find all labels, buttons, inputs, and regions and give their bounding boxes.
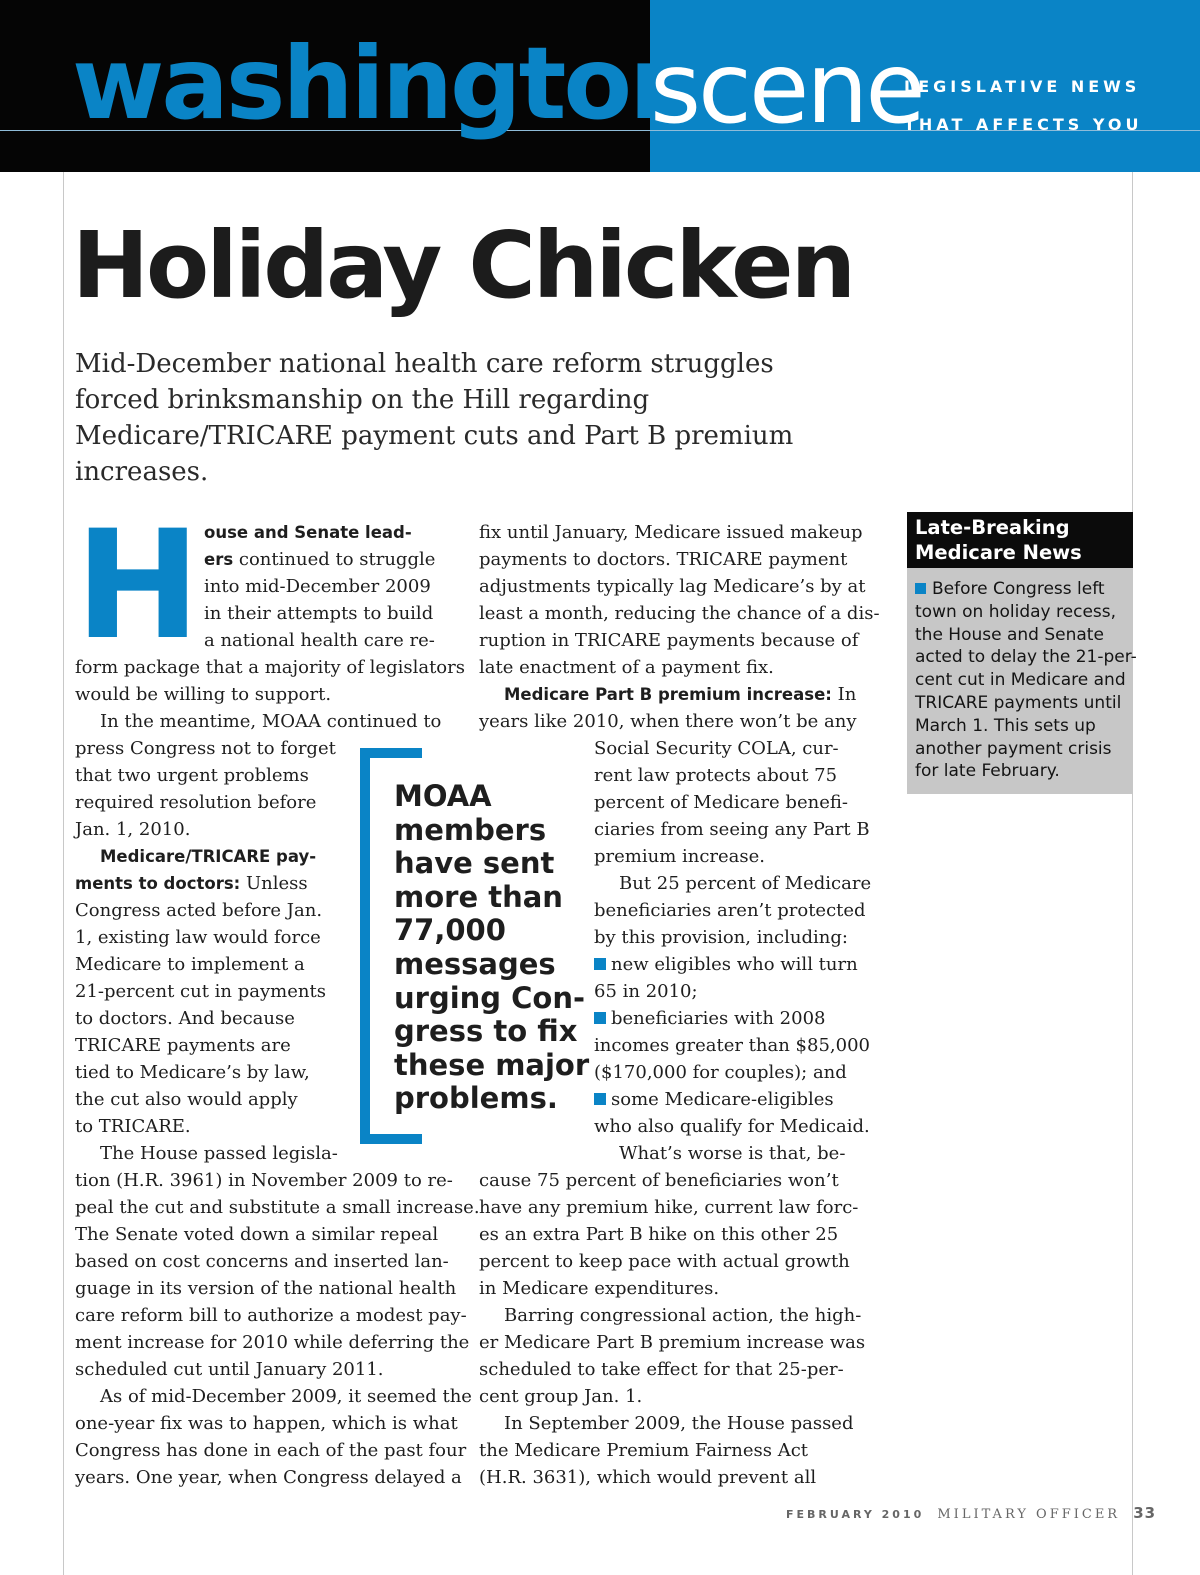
body-line: As of mid-December 2009, it seemed the — [100, 1386, 472, 1407]
lead-line: into mid-December 2009 — [204, 576, 431, 597]
body-text: Unless — [240, 873, 308, 894]
bullet-square-icon — [594, 958, 606, 970]
sidebar-line: town on holiday recess, — [915, 601, 1117, 622]
body-line: required resolution before — [75, 792, 317, 813]
body-line: years. One year, when Congress delayed a — [75, 1467, 462, 1488]
body-line: TRICARE payments are — [75, 1035, 291, 1056]
body-line: percent of Medicare benefi- — [594, 792, 848, 813]
body-line: years like 2010, when there won’t be any — [479, 711, 857, 732]
body-line: ciaries from seeing any Part B — [594, 819, 870, 840]
bullet-item: beneficiaries with 2008 — [594, 1005, 871, 1032]
body-line: by this provision, including: — [594, 927, 848, 948]
body-line: Congress has done in each of the past four — [75, 1440, 467, 1461]
column-1-narrow — [75, 735, 338, 1167]
body-line: least a month, reducing the chance of a dis- — [479, 603, 880, 624]
body-line: Barring congressional action, the high- — [504, 1305, 862, 1326]
pull-quote-line: problems. — [394, 1081, 558, 1116]
drop-cap-letter: H — [75, 499, 201, 673]
sidebar-line: the House and Senate — [915, 624, 1104, 645]
pull-quote-bracket-bottom — [360, 1134, 422, 1144]
body-line: 65 in 2010; — [594, 981, 698, 1002]
lead-bold-2: ers — [204, 550, 234, 569]
body-line: to doctors. And because — [75, 1008, 295, 1029]
bullet-square-icon — [594, 1093, 606, 1105]
body-text: In — [831, 684, 857, 705]
subhead-doctors: Medicare/TRICARE pay- — [100, 847, 317, 866]
body-line: ruption in TRICARE payments because of — [479, 630, 859, 651]
body-line: the cut also would apply — [75, 1089, 298, 1110]
subhead-doctors-2: ments to doctors: — [75, 874, 241, 893]
column-2-bottom — [479, 1167, 865, 1491]
masthead — [0, 0, 1200, 172]
body-line: would be willing to support. — [75, 684, 332, 705]
body-line: the Medicare Premium Fairness Act — [479, 1440, 809, 1461]
headline: Holiday Chicken — [72, 212, 854, 319]
masthead-scene: scene — [650, 32, 923, 146]
body-line: Congress acted before Jan. — [75, 900, 323, 921]
body-line: Medicare to implement a — [75, 954, 305, 975]
sidebar-line: Before Congress left — [932, 579, 1105, 599]
body-line: guage in its version of the national health — [75, 1278, 457, 1299]
column-1-bottom — [75, 1167, 480, 1491]
pull-quote-bracket-bar — [360, 748, 370, 1144]
body-line: es an extra Part B hike on this other 25 — [479, 1224, 839, 1245]
bullet-square-icon — [915, 583, 926, 594]
lead-lines — [204, 519, 435, 654]
page-frame-left-rule — [63, 172, 64, 1575]
footer-publication: MILITARY OFFICER — [937, 1507, 1121, 1522]
drop-cap — [75, 499, 201, 673]
body-line: scheduled to take effect for that 25-per- — [479, 1359, 844, 1380]
lead-line: a national health care re- — [204, 630, 435, 651]
body-line: in Medicare expenditures. — [479, 1278, 720, 1299]
body-line: Social Security COLA, cur- — [594, 738, 839, 759]
sidebar-line: TRICARE payments until — [915, 692, 1122, 713]
body-line: payments to doctors. TRICARE payment — [479, 549, 848, 570]
body-line: rent law protects about 75 — [594, 765, 838, 786]
sidebar-line: another payment crisis — [915, 738, 1112, 759]
sidebar-line: for late February. — [915, 761, 1060, 782]
pull-quote-line: MOAA — [394, 779, 492, 813]
body-line: tied to Medicare’s by law, — [75, 1062, 310, 1083]
body-line: The Senate voted down a similar repeal — [75, 1224, 439, 1245]
body-line: But 25 percent of Medicare — [619, 873, 872, 894]
sidebar-line: acted to delay the 21-per- — [915, 647, 1137, 668]
body-line: In September 2009, the House passed — [504, 1413, 854, 1434]
body-line: who also qualify for Medicaid. — [594, 1116, 870, 1137]
bullet-item: some Medicare-eligibles — [594, 1086, 871, 1113]
pull-quote-line: more than — [394, 879, 563, 914]
pull-quote-bracket-top — [360, 748, 422, 758]
body-line: to TRICARE. — [75, 1116, 191, 1137]
subhead-part-b: Medicare Part B premium increase: — [504, 685, 832, 704]
sidebar-line: cent cut in Medicare and — [915, 670, 1126, 691]
masthead-washington: washington — [72, 25, 698, 142]
pull-quote — [394, 780, 594, 1116]
body-line: premium increase. — [594, 846, 766, 867]
lead-bold: ouse and Senate lead- — [204, 523, 412, 542]
page-frame-right-rule — [1132, 172, 1133, 1575]
body-line: (H.R. 3631), which would prevent all — [479, 1467, 817, 1488]
column-2-narrow — [594, 735, 871, 1167]
body-line: one-year fix was to happen, which is what — [75, 1413, 458, 1434]
pull-quote-line: have sent — [394, 846, 555, 881]
bullet-item: new eligibles who will turn — [594, 951, 871, 978]
pull-quote-line: these major — [394, 1047, 590, 1082]
body-line: fix until January, Medicare issued makeup — [479, 522, 863, 543]
footer-date: FEBRUARY 2010 — [786, 1508, 925, 1521]
body-line: ment increase for 2010 while deferring the — [75, 1332, 470, 1353]
body-line: Jan. 1, 2010. — [75, 819, 191, 840]
page-number: 33 — [1133, 1504, 1157, 1522]
pull-quote-line: messages — [394, 946, 556, 981]
body-line: What’s worse is that, be- — [619, 1143, 846, 1164]
body-line: that two urgent problems — [75, 765, 309, 786]
body-line: adjustments typically lag Medicare’s by at — [479, 576, 866, 597]
body-line: late enactment of a payment fix. — [479, 657, 774, 678]
sidebar-body — [907, 568, 1137, 794]
body-line: tion (H.R. 3961) in November 2009 to re- — [75, 1170, 453, 1191]
body-line: percent to keep pace with actual growth — [479, 1251, 850, 1272]
pull-quote-line: urging Con- — [394, 980, 586, 1015]
page-footer — [786, 1503, 1156, 1522]
body-line: er Medicare Part B premium increase was — [479, 1332, 866, 1353]
pull-quote-line: members — [394, 812, 547, 847]
column-2-top — [479, 519, 880, 735]
body-line: press Congress not to forget — [75, 738, 336, 759]
sidebar-title-line: Medicare News — [915, 541, 1082, 564]
body-line: cause 75 percent of beneficiaries won’t — [479, 1170, 839, 1191]
lead-line: in their attempts to build — [204, 603, 434, 624]
lead-line-rest: continued to struggle — [233, 549, 436, 570]
body-line: In the meantime, MOAA continued to — [100, 711, 442, 732]
body-line: incomes greater than $85,000 — [594, 1035, 870, 1056]
body-line: 1, existing law would force — [75, 927, 321, 948]
body-line: 21-percent cut in payments — [75, 981, 326, 1002]
deck: Mid-December national health care reform struggles forced brinksmanship on the Hill regarding Medicare/TRICARE payment cuts and Part B premium increases. — [75, 349, 794, 487]
pull-quote-line: gress to fix — [394, 1014, 578, 1049]
column-1-top — [75, 654, 465, 735]
sidebar-title — [907, 512, 1133, 568]
sidebar-late-breaking — [907, 512, 1137, 794]
bullet-square-icon — [594, 1012, 606, 1024]
sidebar-line: March 1. This sets up — [915, 715, 1096, 736]
body-line: ($170,000 for couples); and — [594, 1062, 847, 1083]
masthead-tagline-1: LEGISLATIVE NEWS — [904, 77, 1141, 96]
body-line: have any premium hike, current law forc- — [479, 1197, 859, 1218]
body-line: peal the cut and substitute a small increase. — [75, 1197, 480, 1218]
pull-quote-line: 77,000 — [394, 913, 506, 948]
body-line: based on cost concerns and inserted lan- — [75, 1251, 449, 1272]
body-line: beneficiaries aren’t protected — [594, 900, 866, 921]
masthead-tagline-2: THAT AFFECTS YOU — [904, 115, 1143, 134]
body-line: care reform bill to authorize a modest pay- — [75, 1305, 467, 1326]
sidebar-title-line: Late-Breaking — [915, 516, 1070, 539]
body-line: cent group Jan. 1. — [479, 1386, 643, 1407]
body-line: The House passed legisla- — [100, 1143, 338, 1164]
body-line: scheduled cut until January 2011. — [75, 1359, 384, 1380]
body-line: form package that a majority of legislators — [75, 657, 465, 678]
